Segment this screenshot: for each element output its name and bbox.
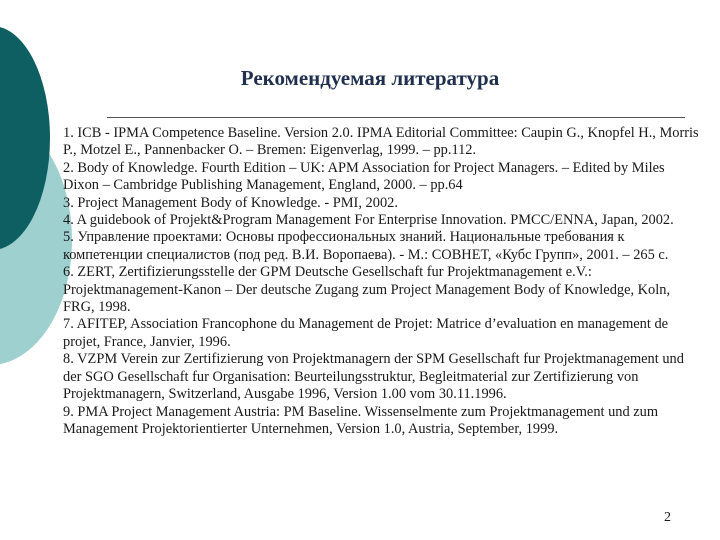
reference-item: 6. ZERT, Zertifizierungsstelle der GPM Deutsche Gesellschaft fur Projektmanagement e.V.: Projektmanagement-Kanon – Der deutsche Zugang zum Project Management Body of Knowledge, Koln, FRG, 1998. [63,264,671,316]
reference-item: 9. PMA Project Management Austria: PM Baseline. Wissenselmente zum Projektmanagement und zum Management Projektorientierter Unternehmen, Version 1.0, Austria, September, 1999. [63,403,659,437]
reference-item: 8. VZPM Verein zur Zertifizierung von Projektmanagern der SPM Gesellschaft fur Projektmanagement und der SGO Gesellschaft fur Organisation: Beurteilungsstruktur, Begleitmaterial zur Zertifizierung von Projektmanagern, Switzerland, Ausgabe 1996, Version 1.00 vom 30.11.1996. [63,351,684,403]
reference-item: 2. Body of Knowledge. Fourth Edition – UK: APM Association for Project Managers. – Edited by Miles Dixon – Cambridge Publishing Management, England, 2000. – pp.64 [63,159,665,194]
slide-title: Рекомендуемая литература [240,66,500,90]
reference-item: 5. Управление проектами: Основы профессиональных знаний. Национальные требования к компетенции специалистов (под ред. В.И. Воропаева). - М.: СОВНЕТ, «Кубс Групп», 2001. – 265 с. [63,229,669,263]
reference-item: 4. A guidebook of Projekt&Program Management For Enterprise Innovation. PMCC/ENNA, Japan, 2002. [63,212,674,229]
reference-list [63,125,703,438]
reference-item: 7. AFITEP, Association Francophone du Management de Projet: Matrice d’evaluation en management de projet, France, Janvier, 1996. [63,316,669,350]
page-number: 2 [664,510,671,525]
title-divider [107,117,685,118]
reference-item: 3. Project Management Body of Knowledge. - PMI, 2002. [63,194,398,211]
reference-item: 1. ICB - IPMA Competence Baseline. Version 2.0. IPMA Editorial Committee: Caupin G., Knopfel H., Morris P., Motzel E., Pannenbacker O. – Bremen: Eigenverlag, 1999. – pp.112. [63,125,699,159]
